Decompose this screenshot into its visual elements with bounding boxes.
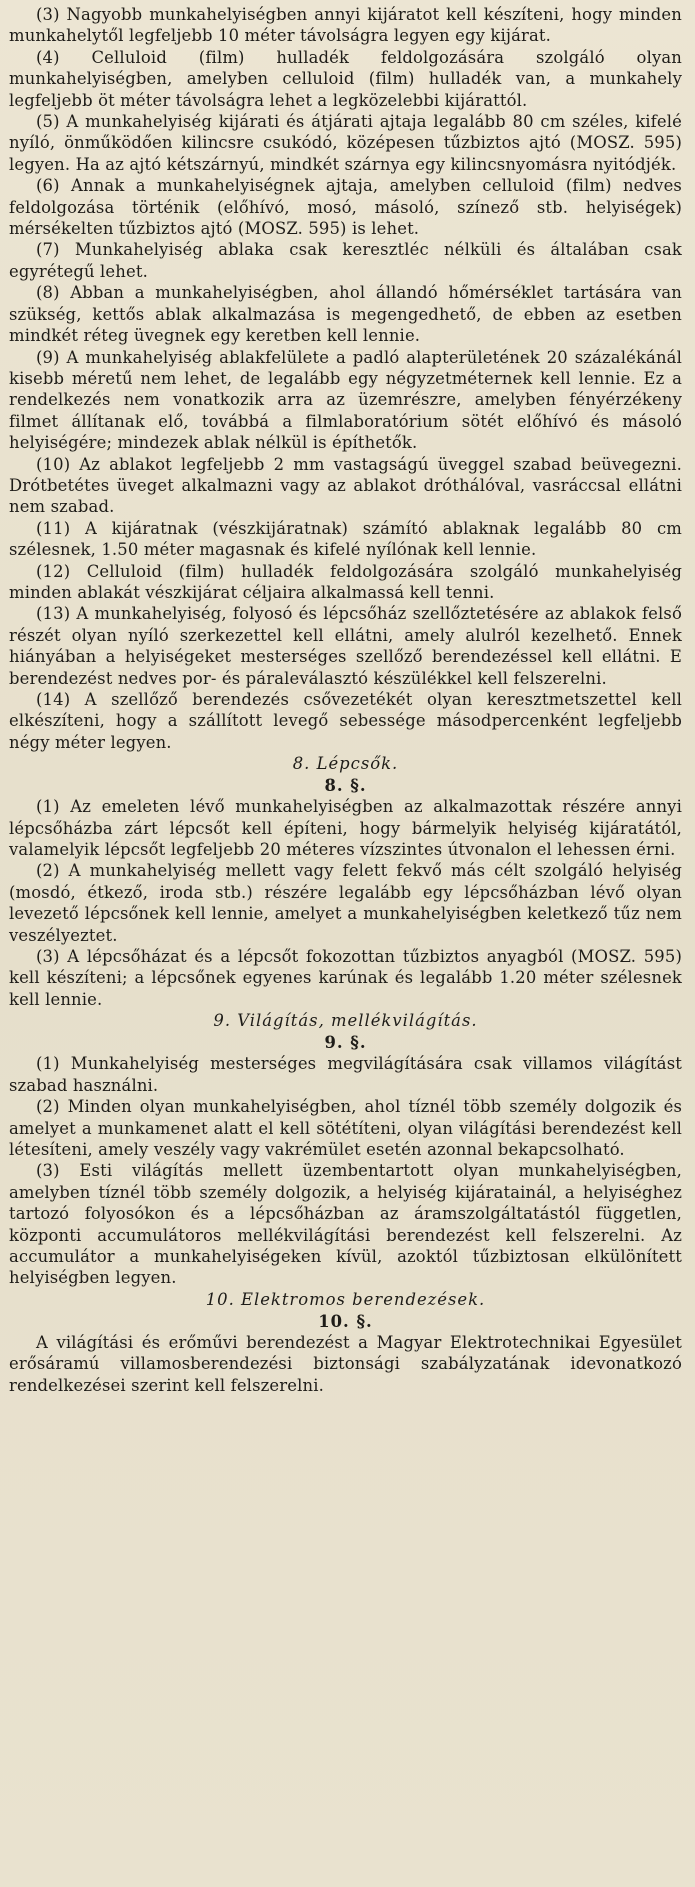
paragraph-10-1: A világítási és erőművi berendezést a Magyar Elektrotechnikai Egyesület erősáramú villamosberendezési biztonsági szabályzatának idevonatkozó rendelkezései szerint kell felszerelni. (9, 1332, 682, 1395)
paragraph-9-2: (2) Minden olyan munkahelyiségben, ahol tíznél több személy dolgozik és amelyet a munkamenet alatt el kell sötétíteni, olyan világítási berendezést kell létesíteni, amely veszély vagy vakrémület esetén azonnal bekapcsolható. (9, 1097, 682, 1159)
paragraph-7-6: (6) Annak a munkahelyiségnek ajtaja, amelyben celluloid (film) nedves feldolgozása történik (előhívó, mosó, másoló, színező stb. helyiségek) mérsékelten tűzbiztos ajtó (MOSZ. 595) is lehet. (9, 176, 682, 239)
section-number-10: 10. §. (318, 1311, 373, 1331)
paragraph-7-8: (8) Abban a munkahelyiségben, ahol állandó hőmérséklet tartására van szükség, kettős ablak alkalmazása is megengedhető, de ebben az esetben mindkét réteg üvegnek egy keretben kell lennie. (9, 283, 682, 346)
paragraph-7-12: (12) Celluloid (film) hulladék feldolgozására szolgáló munkahelyiség minden ablakát vészkijárat céljaira alkalmassá kell tenni. (9, 561, 682, 602)
paragraph-7-9: (9) A munkahelyiség ablakfelülete a padló alapterületének 20 százalékánál kisebb méretű nem lehet, de legalább egy négyzetméternek kell lennie. Ez a rendelkezés nem vonatkozik arra az üzemrészre, amelyben fényérzékeny filmet állítanak elő, továbbá a filmlaboratórium sötét előhívó és másoló helyiségére; mindezek ablak nélkül is építhetők. (9, 347, 682, 453)
paragraph-8-2: (2) A munkahelyiség mellett vagy felett fekvő más célt szolgáló helyiség (mosdó, étkező, iroda stb.) részére legalább egy lépcsőházban lévő olyan levezető lépcsőnek kell lennie, amelyet a munkahelyiségben keletkező tűz nem veszélyeztet. (9, 861, 682, 945)
paragraph-7-14: (14) A szellőző berendezés csővezetékét olyan keresztmetszettel kell elkészíteni, hogy a szállított levegő sebessége másodpercenként legfeljebb négy méter legyen. (9, 690, 682, 752)
chapter-heading-lighting: 9. Világítás, mellékvilágítás. (213, 1011, 478, 1031)
section-number-9: 9. §. (324, 1033, 367, 1053)
paragraph-7-5: (5) A munkahelyiség kijárati és átjárati ajtaja legalább 80 cm széles, kifelé nyíló, önműködően kilincsre csukódó, középesen tűzbiztos ajtó (MOSZ. 595) legyen. Ha az ajtó kétszárnyú, mindkét szárnya egy kilincsnyomásra nyitódjék. (9, 112, 682, 174)
paragraph-7-13: (13) A munkahelyiség, folyosó és lépcsőház szellőztetésére az ablakok felső részét olyan nyíló szerkezettel kell ellátni, amely alulról kezelhető. Ennek hiányában a helyiségeket mesterséges szellőző berendezéssel kell ellátni. E berendezést nedves por- és páraleválasztó készülékkel kell felszerelni. (9, 604, 682, 688)
paragraph-7-7: (7) Munkahelyiség ablaka csak keresztléc nélküli és általában csak egyrétegű lehet. (9, 240, 682, 281)
paragraph-8-1: (1) Az emeleten lévő munkahelyiségben az alkalmazottak részére annyi lépcsőházba zárt lépcsőt kell építeni, hogy bármelyik helyiség kijáratától, valamelyik lépcsőt legfeljebb 20 méteres vízszintes útvonalon el lehessen érni. (9, 797, 682, 860)
chapter-heading-stairs: 8. Lépcsők. (292, 754, 399, 774)
chapter-heading-electrical: 10. Elektromos berendezések. (205, 1289, 486, 1309)
paragraph-9-3: (3) Esti világítás mellett üzembentartott olyan munkahelyiségben, amelyben tíznél több személy dolgozik, a helyiség kijáratainál, a helyiséghez tartozó folyosókon és a lépcsőházban az áramszolgáltatástól független, központi accumulátoros mellékvilágítási berendezést kell felszerelni. Az accumulátor a munkahelyiségeken kívül, azoktól tűzbiztosan elkülönített helyiségben legyen. (9, 1161, 682, 1288)
paragraph-7-11: (11) A kijáratnak (vészkijáratnak) számító ablaknak legalább 80 cm szélesnek, 1.50 méter magasnak és kifelé nyílónak kell lennie. (9, 518, 682, 560)
paragraph-7-4: (4) Celluloid (film) hulladék feldolgozására szolgáló olyan munkahelyiségben, amelyben celluloid (film) hulladék van, a munkahely legfeljebb öt méter távolságra lehet a legközelebbi kijárattól. (9, 47, 682, 110)
paragraph-9-1: (1) Munkahelyiség mesterséges megvilágítására csak villamos világítást szabad használni. (9, 1054, 682, 1095)
paragraph-8-3: (3) A lépcsőházat és a lépcsőt fokozottan tűzbiztos anyagból (MOSZ. 595) kell készíteni; a lépcsőnek egyenes karúnak és legalább 1.20 méter szélesnek kell lennie. (9, 947, 682, 1009)
paragraph-7-10: (10) Az ablakot legfeljebb 2 mm vastagságú üveggel szabad beüvegezni. Drótbetétes üveget alkalmazni vagy az ablakot dróthálóval, vasráccsal ellátni nem szabad. (9, 454, 682, 517)
section-number-8: 8. §. (324, 776, 367, 796)
paragraph-7-3: (3) Nagyobb munkahelyiségben annyi kijáratot kell készíteni, hogy minden munkahelytől legfeljebb 10 méter távolságra legyen egy kijárat. (9, 5, 682, 46)
